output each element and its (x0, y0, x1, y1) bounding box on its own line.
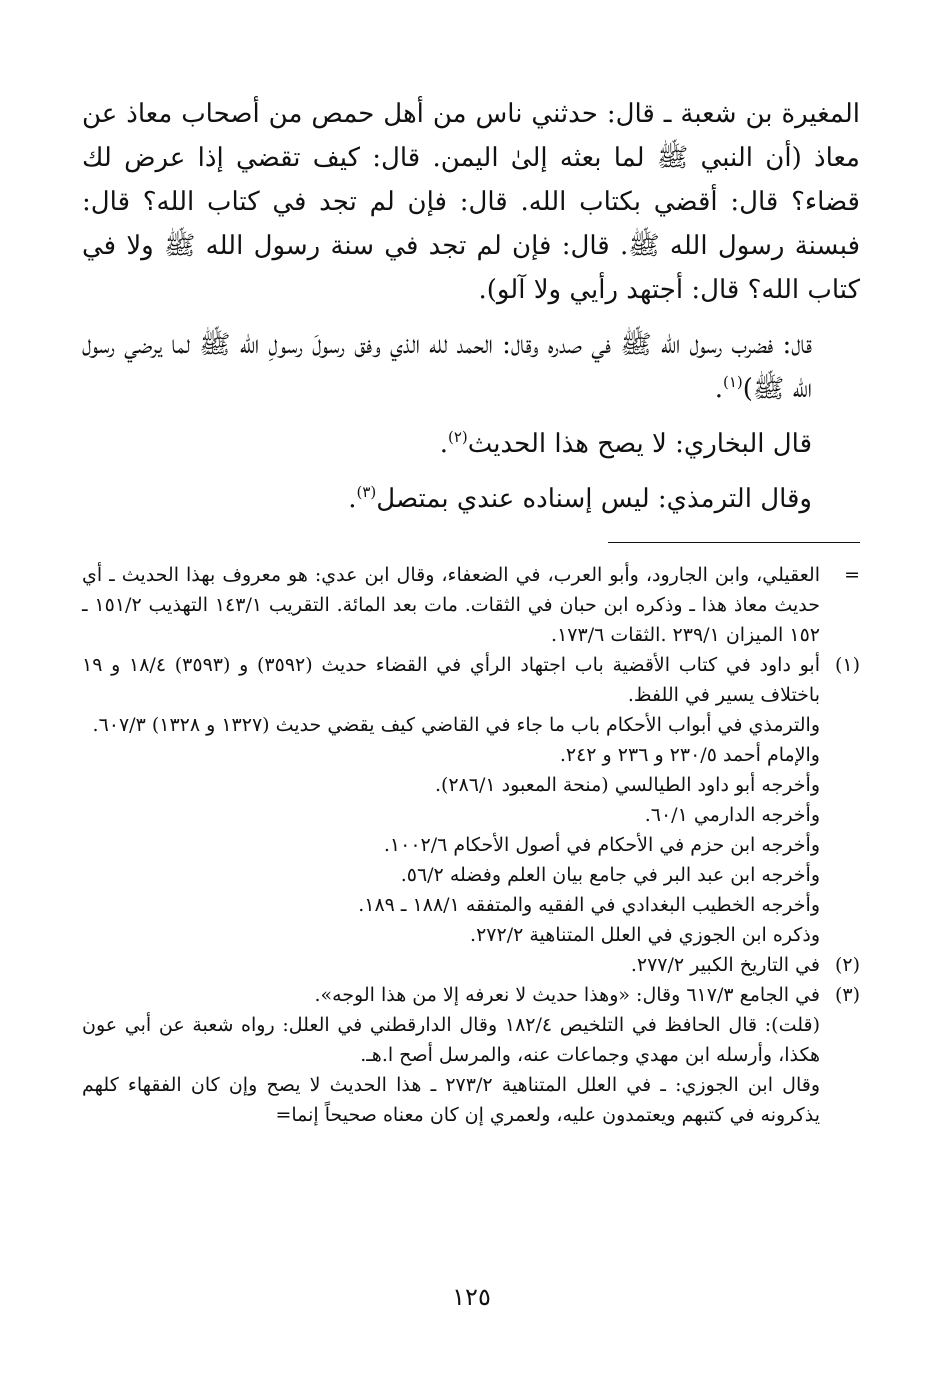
footnote-1-line (82, 770, 860, 800)
footnote-text: العقيلي، وابن الجارود، وأبو العرب، في الضعفاء، وقال ابن عدي: هو معروف بهذا الحديث ـ أي حديث معاذ هذا ـ وذكره ابن حبان في الثقات. مات بعد المائة. التقريب ١٤٣/١ التهذيب ١٥١/٢ ـ ١٥٢ الميزان ٢٣٩/١ .الثقات ١٧٣/٦. (82, 564, 821, 646)
footnote-text: وذكره ابن الجوزي في العلل المتناهية ٢٧٢/٢. (470, 924, 820, 946)
footnote-2 (82, 950, 860, 980)
main-text (82, 92, 860, 521)
footnote-text: وأخرجه الدارمي ٦٠/١. (644, 804, 820, 826)
footnote-text: وأخرجه ابن عبد البر في جامع بيان العلم وفضله ٥٦/٢. (400, 864, 820, 886)
footnote-1 (82, 650, 860, 710)
footnote-1-line (82, 890, 860, 920)
footnote-text: في التاريخ الكبير ٢٧٧/٢. (630, 954, 820, 976)
footnote-1-line (82, 710, 860, 740)
footnote-text: (قلت): قال الحافظ في التلخيص ١٨٢/٤ وقال الدارقطني في العلل: رواه شعبة عن أبي عون هكذا، وأرسله ابن مهدي وجماعات عنه، والمرسل أصح ا.هـ. (82, 1014, 821, 1066)
footnote-number: = (844, 564, 860, 586)
paragraph-text: قال البخاري: لا يصح هذا الحديث (467, 429, 812, 459)
footnote-divider (608, 542, 860, 543)
paragraph-end: . (714, 374, 723, 404)
footnote-text: وأخرجه ابن حزم في الأحكام في أصول الأحكام ١٠٠٢/٦. (383, 834, 820, 856)
footnote-3 (82, 980, 860, 1010)
footnote-1-line (82, 920, 860, 950)
footnote-1-line (82, 860, 860, 890)
footnote-number: (١) (834, 654, 860, 676)
footnote-text: والترمذي في أبواب الأحكام باب ما جاء في القاضي كيف يقضي حديث (١٣٢٧ و ١٣٢٨) ٦٠٧/٣. (92, 714, 820, 736)
paragraph-tirmidhi (82, 477, 860, 521)
paragraph-bukhari (82, 422, 860, 466)
paragraph-hadith (82, 92, 860, 312)
footnote-3-line (82, 1010, 860, 1070)
footnote-continued (82, 560, 860, 650)
paragraph-prophet-praise (82, 323, 860, 411)
paragraph-end: . (439, 429, 448, 459)
footnote-number: (٣) (834, 984, 860, 1006)
footnote-text: وقال ابن الجوزي: ـ في العلل المتناهية ٢٧٣/٢ ـ هذا الحديث لا يصح وإن كان الفقهاء كلهم يذكرونه في كتبهم ويعتمدون عليه، ولعمري إن كان معناه صحيحاً إنما= (82, 1074, 821, 1126)
footnote-text: وأخرجه أبو داود الطيالسي (منحة المعبود ٢٨٦/١). (434, 774, 820, 796)
paragraph-end: . (348, 484, 357, 514)
footnote-number: (٢) (834, 954, 860, 976)
footnote-text: وأخرجه الخطيب البغدادي في الفقيه والمتفقه ١٨٨/١ ـ ١٨٩. (358, 894, 820, 916)
footnote-ref-1[interactable]: (١) (722, 373, 743, 391)
paragraph-text: قال: فضرب رسول الله ﷺ في صدره وقال: الحمد لله الذي وفق رسولَ رسولِ الله ﷺ لما يرضي رسول الله ﷺ) (82, 330, 812, 404)
footnote-1-line (82, 800, 860, 830)
footnotes (82, 560, 860, 1130)
footnote-text: في الجامع ٦١٧/٣ وقال: «وهذا حديث لا نعرفه إلا من هذا الوجه». (314, 984, 820, 1006)
footnote-ref-2[interactable]: (٢) (447, 428, 468, 446)
paragraph-text: المغيرة بن شعبة ـ قال: حدثني ناس من أهل حمص من أصحاب معاذ عن معاذ (أن النبي ﷺ لما بعثه إلىٰ اليمن. قال: كيف تقضي إذا عرض لك قضاء؟ قال: أقضي بكتاب الله. قال: فإن لم تجد في كتاب الله؟ قال: فبسنة رسول الله ﷺ. قال: فإن لم تجد في سنة رسول الله ﷺ ولا في كتاب الله؟ قال: أجتهد رأيي ولا آلو). (82, 99, 860, 305)
footnote-text: والإمام أحمد ٢٣٠/٥ و ٢٣٦ و ٢٤٢. (559, 744, 820, 766)
footnote-ref-3[interactable]: (٣) (356, 483, 377, 501)
paragraph-text: وقال الترمذي: ليس إسناده عندي بمتصل (376, 484, 812, 514)
footnote-text: أبو داود في كتاب الأقضية باب اجتهاد الرأي في القضاء حديث (٣٥٩٢) و (٣٥٩٣) ١٨/٤ و ١٩ باختلاف يسير في اللفظ. (82, 654, 820, 706)
footnote-1-line (82, 740, 860, 770)
footnote-3-line (82, 1070, 860, 1130)
page-number: ١٢٥ (452, 1283, 491, 1311)
footnote-1-line (82, 830, 860, 860)
